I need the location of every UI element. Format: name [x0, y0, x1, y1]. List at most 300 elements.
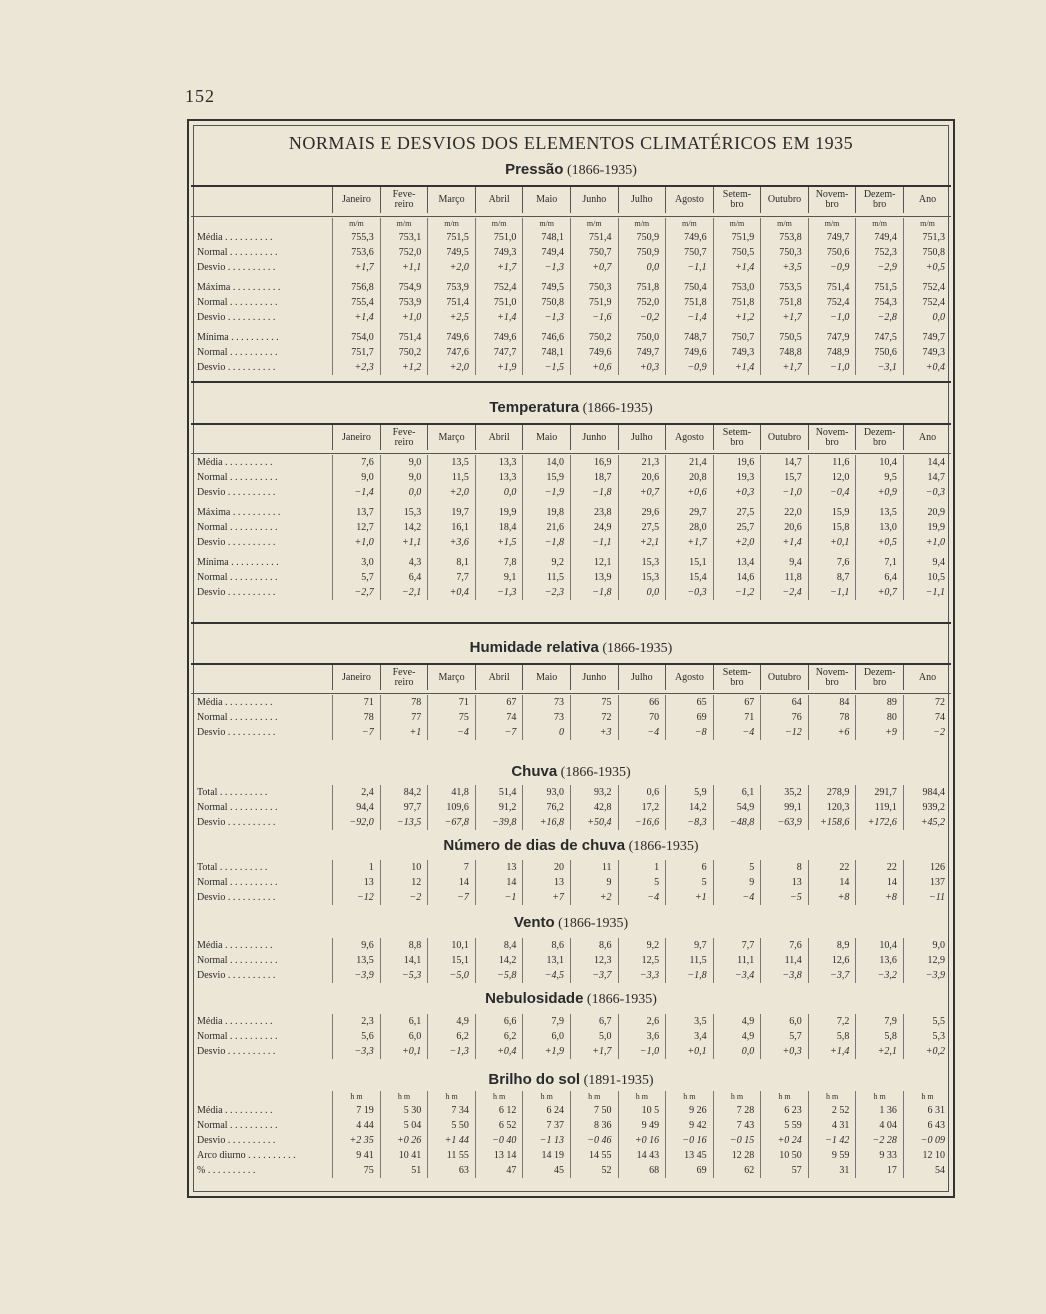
table-cell: 751,0 — [475, 295, 523, 310]
table-cell: 751,5 — [856, 280, 904, 295]
unit-label: m/m — [380, 218, 428, 230]
table-cell: +1,0 — [903, 535, 951, 550]
row-label: Arco diurno . . . . . . . . . . — [197, 1150, 296, 1161]
table-cell: 12,0 — [808, 470, 856, 485]
row-label: Média . . . . . . . . . . — [197, 457, 273, 468]
table-cell: −1,0 — [618, 1044, 666, 1059]
table-row — [191, 455, 951, 470]
table-cell: 748,7 — [666, 330, 714, 345]
table-cell: 20 — [523, 860, 571, 875]
table-cell: 750,2 — [380, 345, 428, 360]
table-cell: 15,9 — [523, 470, 571, 485]
table-cell: 76 — [761, 710, 809, 725]
table-cell: 74 — [475, 710, 523, 725]
table-cell: −3,1 — [856, 360, 904, 375]
table-cell: 5,9 — [666, 785, 714, 800]
month-header: Agosto — [666, 187, 714, 213]
table-cell: 10,1 — [428, 938, 476, 953]
table-cell: 15,7 — [761, 470, 809, 485]
table-cell: 41,8 — [428, 785, 476, 800]
table-cell: +0,7 — [570, 260, 618, 275]
unit-label: m/m — [808, 218, 856, 230]
table-cell: 6,6 — [475, 1014, 523, 1029]
table-cell: +1,5 — [475, 535, 523, 550]
table-cell: 71 — [713, 710, 761, 725]
table-cell: +7 — [523, 890, 571, 905]
table-cell: 14,1 — [380, 953, 428, 968]
table-row — [191, 295, 951, 310]
table-cell: 73 — [523, 695, 571, 710]
table-cell: +2,5 — [428, 310, 476, 325]
table-cell: 20,8 — [666, 470, 714, 485]
table-cell: +0,1 — [808, 535, 856, 550]
table-cell: 45 — [523, 1163, 571, 1178]
table-cell: 19,9 — [903, 520, 951, 535]
month-header: Março — [428, 425, 476, 450]
table-cell: 748,8 — [761, 345, 809, 360]
table-cell: 7,6 — [761, 938, 809, 953]
table-cell: −13,5 — [380, 815, 428, 830]
month-header: Feve- reiro — [380, 187, 428, 213]
table-cell: 19,3 — [713, 470, 761, 485]
table-cell: −1,1 — [570, 535, 618, 550]
table-cell: +1 — [380, 725, 428, 740]
table-cell: 10,5 — [903, 570, 951, 585]
table-cell: 0,0 — [903, 310, 951, 325]
table-cell: 69 — [666, 710, 714, 725]
row-label: Média . . . . . . . . . . — [197, 940, 273, 951]
table-cell: 5,3 — [903, 1029, 951, 1044]
table-cell: +0,7 — [856, 585, 904, 600]
table-cell: 0,0 — [618, 260, 666, 275]
month-header: Novem- bro — [808, 425, 856, 450]
table-cell: 5 — [713, 860, 761, 875]
table-cell: +1,7 — [570, 1044, 618, 1059]
row-label: Mínima . . . . . . . . . . — [197, 557, 279, 568]
table-cell: 84 — [808, 695, 856, 710]
table-cell: 18,4 — [475, 520, 523, 535]
unit-row — [191, 218, 951, 230]
table-cell: 9 59 — [808, 1148, 856, 1163]
table-cell: 6 — [666, 860, 714, 875]
table-cell: 14,2 — [380, 520, 428, 535]
table-cell: 747,5 — [856, 330, 904, 345]
table-cell: 10,4 — [856, 455, 904, 470]
table-cell: 11,4 — [761, 953, 809, 968]
table-cell: 7 43 — [713, 1118, 761, 1133]
table-cell: 7 19 — [333, 1103, 381, 1118]
table-cell: 751,9 — [713, 230, 761, 245]
table-row — [191, 1103, 951, 1118]
table-cell: 11,6 — [808, 455, 856, 470]
month-header-row — [191, 187, 951, 213]
table-cell: 19,9 — [475, 505, 523, 520]
table-cell: 5,0 — [570, 1029, 618, 1044]
section-name: Chuva — [511, 763, 558, 780]
table-cell: 754,9 — [380, 280, 428, 295]
table-cell: −16,6 — [618, 815, 666, 830]
section-title-brilho-do-sol — [189, 1071, 953, 1089]
unit-label: h m — [761, 1091, 809, 1103]
table-cell: −39,8 — [475, 815, 523, 830]
table-cell: 5,7 — [761, 1029, 809, 1044]
table-cell: 7 — [428, 860, 476, 875]
table-cell: 14,0 — [523, 455, 571, 470]
table-cell: 9 41 — [333, 1148, 381, 1163]
table-cell: +1,4 — [761, 535, 809, 550]
table-cell: 20,9 — [903, 505, 951, 520]
table-cell: +1,9 — [475, 360, 523, 375]
table-cell: 126 — [903, 860, 951, 875]
table-cell: +0,3 — [618, 360, 666, 375]
month-header-row — [191, 665, 951, 690]
table-cell: 54 — [903, 1163, 951, 1178]
table-cell: 6,0 — [380, 1029, 428, 1044]
table-cell: 24,9 — [570, 520, 618, 535]
month-header: Junho — [570, 187, 618, 213]
month-header: Maio — [523, 425, 571, 450]
table-cell: 9 26 — [666, 1103, 714, 1118]
table-cell: 7,7 — [428, 570, 476, 585]
table-cell: +50,4 — [570, 815, 618, 830]
table-cell: 12,9 — [903, 953, 951, 968]
table-cell: 69 — [666, 1163, 714, 1178]
table-cell: 70 — [618, 710, 666, 725]
unit-label: h m — [380, 1091, 428, 1103]
section-name: Nebulosidade — [485, 990, 584, 1007]
table-cell: 12 10 — [903, 1148, 951, 1163]
table-cell: 25,7 — [713, 520, 761, 535]
table-row — [191, 360, 951, 375]
table-cell: 9,5 — [856, 470, 904, 485]
table-cell: 27,5 — [713, 505, 761, 520]
table-cell: 749,6 — [666, 230, 714, 245]
table-cell: 6,1 — [713, 785, 761, 800]
table-cell: 3,5 — [666, 1014, 714, 1029]
table-cell: 6 43 — [903, 1118, 951, 1133]
table-cell: 752,4 — [475, 280, 523, 295]
table-cell: 3,4 — [666, 1029, 714, 1044]
table-cell: −2 28 — [856, 1133, 904, 1148]
table-cell: 13,4 — [713, 555, 761, 570]
table-cell: 19,8 — [523, 505, 571, 520]
table-cell: 751,8 — [666, 295, 714, 310]
table-cell: 12,3 — [570, 953, 618, 968]
table-cell: −1,3 — [523, 310, 571, 325]
table-cell: 99,1 — [761, 800, 809, 815]
row-label: Normal . . . . . . . . . . — [197, 1120, 278, 1131]
table-cell: −3,8 — [761, 968, 809, 983]
table-cell: +0 24 — [761, 1133, 809, 1148]
table-cell: −67,8 — [428, 815, 476, 830]
unit-label: h m — [666, 1091, 714, 1103]
table-cell: 6,1 — [380, 1014, 428, 1029]
table-row — [191, 875, 951, 890]
table-cell: 746,6 — [523, 330, 571, 345]
table-cell: 14,2 — [475, 953, 523, 968]
table-cell: 78 — [333, 710, 381, 725]
table-cell: 9,0 — [333, 470, 381, 485]
table-cell: 748,1 — [523, 345, 571, 360]
month-header: Setem- bro — [713, 187, 761, 213]
data-table-temperatura — [191, 455, 951, 600]
row-label: Normal . . . . . . . . . . — [197, 955, 278, 966]
table-cell: 11,1 — [713, 953, 761, 968]
table-cell: 4 31 — [808, 1118, 856, 1133]
climate-table-frame — [187, 119, 955, 1198]
table-cell: 5 30 — [380, 1103, 428, 1118]
table-cell: 11,8 — [761, 570, 809, 585]
month-header: Dezem- bro — [856, 665, 904, 690]
table-cell: 6,0 — [761, 1014, 809, 1029]
table-cell: −8 — [666, 725, 714, 740]
table-cell: 42,8 — [570, 800, 618, 815]
table-cell: 749,7 — [903, 330, 951, 345]
section-period: (1866-1935) — [566, 163, 637, 178]
table-cell: −11 — [903, 890, 951, 905]
table-cell: 749,6 — [666, 345, 714, 360]
table-cell: 749,6 — [475, 330, 523, 345]
table-cell: −0,3 — [903, 485, 951, 500]
table-cell: +1,7 — [333, 260, 381, 275]
table-cell: −1,0 — [761, 485, 809, 500]
table-cell: 6 24 — [523, 1103, 571, 1118]
table-cell: 51 — [380, 1163, 428, 1178]
month-header: Outubro — [761, 187, 809, 213]
table-cell: 754,3 — [856, 295, 904, 310]
table-cell: 747,9 — [808, 330, 856, 345]
table-cell: 120,3 — [808, 800, 856, 815]
table-row — [191, 1118, 951, 1133]
table-cell: 6,4 — [380, 570, 428, 585]
row-label: Desvio . . . . . . . . . . — [197, 1135, 276, 1146]
table-cell: +2 — [570, 890, 618, 905]
table-cell: +3,5 — [761, 260, 809, 275]
table-cell: 10 — [380, 860, 428, 875]
table-cell: 13,7 — [333, 505, 381, 520]
table-cell: −1,4 — [666, 310, 714, 325]
table-row — [191, 938, 951, 953]
unit-label: h m — [475, 1091, 523, 1103]
table-cell: −1,3 — [475, 585, 523, 600]
table-cell: −0 09 — [903, 1133, 951, 1148]
table-cell: 77 — [380, 710, 428, 725]
row-label: Normal . . . . . . . . . . — [197, 1031, 278, 1042]
table-cell: 8,6 — [523, 938, 571, 953]
month-header: Novem- bro — [808, 665, 856, 690]
unit-label: m/m — [570, 218, 618, 230]
table-row — [191, 725, 951, 740]
table-cell: 14 — [475, 875, 523, 890]
table-cell: −0,4 — [808, 485, 856, 500]
row-label: Desvio . . . . . . . . . . — [197, 892, 276, 903]
row-label: Desvio . . . . . . . . . . — [197, 262, 276, 273]
table-cell: 10 5 — [618, 1103, 666, 1118]
unit-label: h m — [428, 1091, 476, 1103]
table-cell: 0 — [523, 725, 571, 740]
table-cell: 14 19 — [523, 1148, 571, 1163]
row-label: Normal . . . . . . . . . . — [197, 247, 278, 258]
table-cell: 749,5 — [523, 280, 571, 295]
table-row — [191, 1029, 951, 1044]
table-cell: 291,7 — [856, 785, 904, 800]
table-cell: +0,2 — [903, 1044, 951, 1059]
table-cell: 97,7 — [380, 800, 428, 815]
table-cell: 14,7 — [761, 455, 809, 470]
table-cell: 939,2 — [903, 800, 951, 815]
section-period: (1891-1935) — [583, 1073, 654, 1088]
table-row — [191, 520, 951, 535]
row-label: Mínima . . . . . . . . . . — [197, 332, 279, 343]
table-cell: 1 36 — [856, 1103, 904, 1118]
table-cell: +2,0 — [428, 260, 476, 275]
table-cell: +1,2 — [713, 310, 761, 325]
table-cell: −1 42 — [808, 1133, 856, 1148]
table-row — [191, 230, 951, 245]
month-header: Outubro — [761, 425, 809, 450]
table-cell: 749,7 — [618, 345, 666, 360]
table-cell: +0,4 — [903, 360, 951, 375]
table-cell: 31 — [808, 1163, 856, 1178]
table-cell: −1,8 — [666, 968, 714, 983]
unit-label: m/m — [903, 218, 951, 230]
table-cell: +1,4 — [475, 310, 523, 325]
row-label: Desvio . . . . . . . . . . — [197, 312, 276, 323]
table-cell: 71 — [333, 695, 381, 710]
table-cell: +0,1 — [666, 1044, 714, 1059]
table-cell: −1,8 — [570, 585, 618, 600]
table-cell: 14,6 — [713, 570, 761, 585]
month-header: Agosto — [666, 665, 714, 690]
table-cell: 2,6 — [618, 1014, 666, 1029]
table-cell: 109,6 — [428, 800, 476, 815]
month-header: Junho — [570, 425, 618, 450]
table-cell: 15,3 — [618, 555, 666, 570]
table-cell: +8 — [856, 890, 904, 905]
table-cell: −4 — [713, 890, 761, 905]
horizontal-rule — [191, 693, 951, 694]
table-cell: +172,6 — [856, 815, 904, 830]
data-table-numero-de-dias-de-chuva — [191, 860, 951, 905]
table-cell: −1,4 — [333, 485, 381, 500]
table-cell: 16,9 — [570, 455, 618, 470]
table-cell: −7 — [333, 725, 381, 740]
table-cell: 35,2 — [761, 785, 809, 800]
table-cell: 7,7 — [713, 938, 761, 953]
header-blank — [191, 187, 333, 213]
table-cell: 6,2 — [475, 1029, 523, 1044]
table-cell: 7,9 — [856, 1014, 904, 1029]
table-cell: 13,5 — [856, 505, 904, 520]
table-cell: 751,4 — [808, 280, 856, 295]
table-cell: 13 45 — [666, 1148, 714, 1163]
table-row — [191, 570, 951, 585]
table-row — [191, 310, 951, 325]
month-header: Ano — [903, 665, 951, 690]
table-cell: −4 — [713, 725, 761, 740]
table-cell: +1,7 — [666, 535, 714, 550]
table-cell: 19,7 — [428, 505, 476, 520]
table-row — [191, 1163, 951, 1178]
table-cell: 9,2 — [618, 938, 666, 953]
table-cell: −0 46 — [570, 1133, 618, 1148]
unit-label: h m — [856, 1091, 904, 1103]
table-cell: +2,1 — [618, 535, 666, 550]
table-cell: 8,4 — [475, 938, 523, 953]
table-cell: +9 — [856, 725, 904, 740]
row-label: Normal . . . . . . . . . . — [197, 877, 278, 888]
row-label: Desvio . . . . . . . . . . — [197, 1046, 276, 1057]
table-cell: 9 42 — [666, 1118, 714, 1133]
header-blank — [191, 665, 333, 690]
table-cell: 753,9 — [380, 295, 428, 310]
unit-label: m/m — [618, 218, 666, 230]
table-cell: −12 — [333, 890, 381, 905]
table-cell: 8,7 — [808, 570, 856, 585]
unit-label: m/m — [428, 218, 476, 230]
table-row — [191, 800, 951, 815]
table-cell: +1,7 — [761, 310, 809, 325]
table-cell: 22,0 — [761, 505, 809, 520]
table-cell: +6 — [808, 725, 856, 740]
table-cell: 17 — [856, 1163, 904, 1178]
table-cell: +0,3 — [713, 485, 761, 500]
table-cell: +1,4 — [808, 1044, 856, 1059]
table-cell: −12 — [761, 725, 809, 740]
page-number: 152 — [185, 86, 215, 106]
table-row — [191, 785, 951, 800]
month-header: Janeiro — [333, 665, 381, 690]
table-cell: 57 — [761, 1163, 809, 1178]
table-cell: 4 44 — [333, 1118, 381, 1133]
table-cell: 5,8 — [808, 1029, 856, 1044]
table-cell: 4,9 — [428, 1014, 476, 1029]
table-cell: +0,4 — [475, 1044, 523, 1059]
table-cell: 93,2 — [570, 785, 618, 800]
row-label: Normal . . . . . . . . . . — [197, 472, 278, 483]
table-cell: 8,9 — [808, 938, 856, 953]
row-label: Desvio . . . . . . . . . . — [197, 587, 276, 598]
table-cell: 752,3 — [856, 245, 904, 260]
table-cell: 17,2 — [618, 800, 666, 815]
table-cell: −1,0 — [808, 360, 856, 375]
table-cell: −7 — [428, 890, 476, 905]
table-cell: 20,6 — [618, 470, 666, 485]
table-cell: −5 — [761, 890, 809, 905]
table-cell: −3,9 — [903, 968, 951, 983]
table-cell: 1 — [618, 860, 666, 875]
table-cell: 752,0 — [618, 295, 666, 310]
table-cell: −1 13 — [523, 1133, 571, 1148]
month-header: Feve- reiro — [380, 665, 428, 690]
table-cell: 5,5 — [903, 1014, 951, 1029]
table-cell: 7 28 — [713, 1103, 761, 1118]
data-table-brilho-do-sol — [191, 1091, 951, 1178]
horizontal-rule — [191, 622, 951, 624]
table-cell: 23,8 — [570, 505, 618, 520]
table-cell: 984,4 — [903, 785, 951, 800]
table-row — [191, 555, 951, 570]
row-label: Desvio . . . . . . . . . . — [197, 817, 276, 828]
row-label: % . . . . . . . . . . — [197, 1165, 256, 1176]
table-cell: 4 04 — [856, 1118, 904, 1133]
table-cell: 750,0 — [618, 330, 666, 345]
table-cell: +1 44 — [428, 1133, 476, 1148]
month-header: Abril — [475, 665, 523, 690]
table-cell: 2,3 — [333, 1014, 381, 1029]
table-cell: 750,6 — [856, 345, 904, 360]
table-cell: +45,2 — [903, 815, 951, 830]
